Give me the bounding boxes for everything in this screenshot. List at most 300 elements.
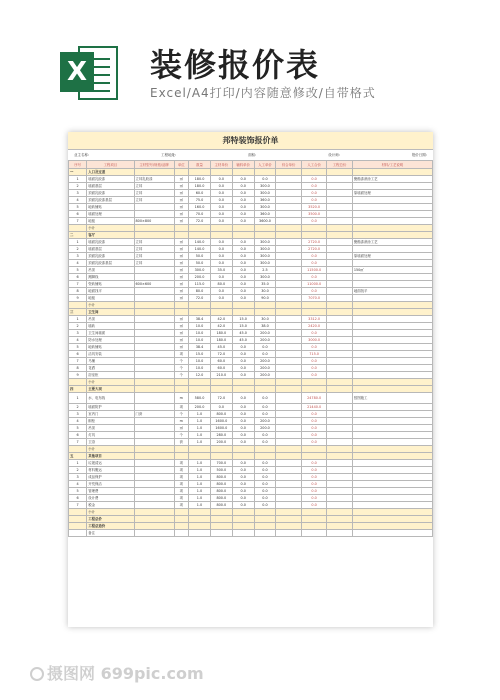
- table-cell: 800.0: [210, 502, 232, 509]
- table-cell: [276, 316, 301, 323]
- main-title: 装修报价表: [150, 46, 321, 84]
- column-header: 序号: [69, 161, 87, 169]
- table-cell: 6: [69, 495, 87, 502]
- table-cell: 12.0: [189, 372, 211, 379]
- table-cell: 200.0: [210, 439, 232, 446]
- table-cell: 洁具安装: [87, 351, 134, 358]
- table-cell: [352, 309, 432, 316]
- table-cell: 3520.0: [301, 204, 326, 211]
- table-cell: 0.0: [232, 218, 254, 225]
- table-row: [69, 197, 433, 204]
- table-cell: 1: [69, 176, 87, 183]
- table-row: [69, 183, 433, 190]
- table-cell: 原墙面处理: [352, 253, 432, 260]
- table-cell: 项: [174, 481, 189, 488]
- table-cell: 2420.0: [301, 323, 326, 330]
- table-cell: [352, 425, 432, 432]
- table-cell: [276, 495, 301, 502]
- table-row: [69, 204, 433, 211]
- table-cell: 6: [69, 351, 87, 358]
- table-cell: [134, 474, 174, 481]
- table-cell: [134, 393, 174, 404]
- table-cell: [276, 344, 301, 351]
- table-cell: 1.0: [189, 432, 211, 439]
- table-row: [69, 330, 433, 337]
- table-cell: 0.0: [232, 267, 254, 274]
- table-cell: 300.0: [254, 260, 276, 267]
- table-cell: 0.0: [254, 393, 276, 404]
- table-cell: [352, 509, 432, 516]
- table-cell: [69, 379, 87, 386]
- table-cell: [327, 295, 352, 302]
- info-row: [68, 150, 433, 160]
- table-cell: [276, 274, 301, 281]
- table-cell: [210, 232, 232, 239]
- table-cell: [210, 225, 232, 232]
- table-cell: 10.0: [189, 365, 211, 372]
- column-header: 单位: [174, 161, 189, 169]
- table-cell: 7: [69, 502, 87, 509]
- table-cell: 0.0: [301, 274, 326, 281]
- table-cell: 立邦乳胶漆: [134, 176, 174, 183]
- table-cell: 5: [69, 344, 87, 351]
- table-cell: [352, 225, 432, 232]
- table-cell: [352, 495, 432, 502]
- table-cell: 60.0: [210, 365, 232, 372]
- table-cell: [352, 386, 432, 393]
- table-cell: [327, 274, 352, 281]
- table-cell: [352, 358, 432, 365]
- table-cell: 0.0: [301, 474, 326, 481]
- table-cell: 小计: [87, 225, 134, 232]
- table-cell: [232, 169, 254, 176]
- table-cell: [189, 453, 211, 460]
- table-cell: 墙面处理: [87, 211, 134, 218]
- table-cell: 3312.0: [301, 316, 326, 323]
- table-cell: 小计: [87, 302, 134, 309]
- table-cell: [352, 460, 432, 467]
- table-cell: 卫浴: [87, 439, 134, 446]
- table-row: [69, 530, 433, 537]
- table-cell: 21440.0: [301, 404, 326, 411]
- table-cell: 墙面基层: [87, 183, 134, 190]
- excel-icon: [60, 42, 118, 104]
- table-cell: [276, 309, 301, 316]
- table-cell: 800.0: [210, 481, 232, 488]
- table-cell: 1: [69, 239, 87, 246]
- table-cell: [134, 288, 174, 295]
- table-cell: [327, 460, 352, 467]
- table-cell: [254, 509, 276, 516]
- table-cell: 0.0: [301, 502, 326, 509]
- table-cell: [276, 404, 301, 411]
- table-cell: [327, 197, 352, 204]
- table-cell: [189, 232, 211, 239]
- table-cell: [327, 372, 352, 379]
- table-cell: 5: [69, 267, 87, 274]
- table-cell: 套: [174, 439, 189, 446]
- table-row: [69, 372, 433, 379]
- table-cell: 项: [174, 502, 189, 509]
- table-cell: 30.0: [254, 316, 276, 323]
- table-cell: 3: [69, 330, 87, 337]
- table-cell: 0.0: [254, 351, 276, 358]
- table-cell: 7: [69, 281, 87, 288]
- table-cell: [327, 190, 352, 197]
- table-cell: 4: [69, 337, 87, 344]
- table-cell: [276, 502, 301, 509]
- table-cell: 1600.0: [210, 418, 232, 425]
- table-cell: 0.0: [232, 260, 254, 267]
- table-cell: [276, 323, 301, 330]
- table-cell: 90.0: [254, 295, 276, 302]
- table-cell: [352, 323, 432, 330]
- table-cell: [352, 530, 432, 537]
- watermark-text: 摄图网 699pic.com: [47, 664, 204, 683]
- table-cell: [134, 225, 174, 232]
- table-cell: [327, 246, 352, 253]
- table-cell: [69, 523, 87, 530]
- table-cell: 0.0: [232, 502, 254, 509]
- table-cell: 0.0: [301, 488, 326, 495]
- table-cell: 1: [69, 460, 87, 467]
- table-cell: [276, 260, 301, 267]
- table-cell: [174, 386, 189, 393]
- table-row: [69, 379, 433, 386]
- table-cell: 180.0: [189, 176, 211, 183]
- table-header: [69, 161, 433, 169]
- table-cell: 300.0: [254, 253, 276, 260]
- table-cell: 工程总造价: [87, 523, 134, 530]
- table-cell: [134, 309, 174, 316]
- table-cell: [327, 439, 352, 446]
- table-cell: [134, 509, 174, 516]
- table-cell: [232, 302, 254, 309]
- table-cell: 45.0: [210, 344, 232, 351]
- table-cell: [134, 267, 174, 274]
- table-cell: 200.0: [254, 337, 276, 344]
- table-cell: 墙面防护: [87, 404, 134, 411]
- table-row: [69, 439, 433, 446]
- table-cell: [210, 379, 232, 386]
- table-cell: [232, 386, 254, 393]
- table-cell: [327, 239, 352, 246]
- table-cell: 5: [69, 488, 87, 495]
- table-cell: [254, 386, 276, 393]
- table-cell: 3: [69, 253, 87, 260]
- table-cell: 1.0: [189, 411, 211, 418]
- table-cell: 浴室柜: [87, 372, 134, 379]
- table-cell: [301, 302, 326, 309]
- table-cell: 7070.0: [301, 295, 326, 302]
- table-cell: 卫生间墙面: [87, 330, 134, 337]
- table-cell: 1600.0: [210, 425, 232, 432]
- table-cell: 4: [69, 197, 87, 204]
- table-row: [69, 218, 433, 225]
- table-cell: 1.0: [189, 481, 211, 488]
- table-cell: 卫生间: [87, 309, 134, 316]
- table-cell: [327, 253, 352, 260]
- table-cell: 180.0: [189, 183, 211, 190]
- table-cell: [134, 211, 174, 218]
- table-cell: 0.0: [301, 344, 326, 351]
- table-cell: ㎡: [174, 337, 189, 344]
- table-cell: 门套: [134, 411, 174, 418]
- table-cell: [276, 267, 301, 274]
- table-cell: [232, 379, 254, 386]
- info-field: 设计师:: [328, 153, 340, 157]
- table-cell: [210, 530, 232, 537]
- table-cell: [134, 316, 174, 323]
- table-cell: [301, 386, 326, 393]
- table-cell: 项: [174, 460, 189, 467]
- table-cell: [276, 176, 301, 183]
- table-cell: 8: [69, 288, 87, 295]
- table-row: [69, 274, 433, 281]
- table-cell: [210, 516, 232, 523]
- table-cell: 材料搬运: [87, 467, 134, 474]
- table-cell: [174, 446, 189, 453]
- table-cell: 11000.0: [301, 281, 326, 288]
- table-cell: [352, 372, 432, 379]
- table-row: [69, 425, 433, 432]
- watermark: [30, 661, 204, 684]
- table-cell: [69, 225, 87, 232]
- table-cell: [232, 446, 254, 453]
- table-cell: 小计: [87, 509, 134, 516]
- table-row: [69, 404, 433, 411]
- table-cell: [276, 295, 301, 302]
- table-cell: 三: [69, 309, 87, 316]
- table-cell: [327, 337, 352, 344]
- table-cell: [134, 432, 174, 439]
- table-cell: 0.0: [232, 288, 254, 295]
- table-cell: 300.0: [254, 190, 276, 197]
- table-cell: 15.0: [232, 323, 254, 330]
- table-row: [69, 523, 433, 530]
- table-cell: [210, 309, 232, 316]
- table-cell: [276, 330, 301, 337]
- table-cell: [189, 225, 211, 232]
- table-cell: [189, 523, 211, 530]
- table-cell: [174, 523, 189, 530]
- table-row: [69, 358, 433, 365]
- column-header: 主材单价: [210, 161, 232, 169]
- table-cell: 2: [69, 323, 87, 330]
- table-cell: 15.0: [189, 351, 211, 358]
- sub-title: Excel/A4打印/内容随意修改/自带格式: [150, 86, 376, 100]
- table-cell: 原墙面处理: [352, 190, 432, 197]
- table-cell: 0.0: [301, 467, 326, 474]
- table-cell: 1.0: [189, 460, 211, 467]
- table-cell: 0.0: [301, 365, 326, 372]
- table-cell: [352, 481, 432, 488]
- table-cell: 地板: [87, 295, 134, 302]
- table-cell: [276, 246, 301, 253]
- table-cell: [69, 446, 87, 453]
- table-cell: 4: [69, 481, 87, 488]
- table-cell: 0.0: [232, 295, 254, 302]
- table-cell: 0.0: [232, 460, 254, 467]
- table-cell: 10.0: [189, 337, 211, 344]
- table-cell: 280.0: [210, 432, 232, 439]
- table-cell: [352, 281, 432, 288]
- table-cell: [352, 302, 432, 309]
- table-cell: [352, 351, 432, 358]
- table-cell: [327, 316, 352, 323]
- table-cell: [134, 481, 174, 488]
- table-cell: 项: [174, 467, 189, 474]
- table-cell: 0.0: [210, 239, 232, 246]
- table-cell: 0.0: [254, 502, 276, 509]
- table-cell: [276, 453, 301, 460]
- table-cell: 0.0: [210, 246, 232, 253]
- table-cell: [327, 358, 352, 365]
- table-cell: 管理费: [87, 488, 134, 495]
- table-cell: 0.0: [232, 372, 254, 379]
- table-cell: 45.0: [232, 337, 254, 344]
- table-cell: 地面找平: [352, 288, 432, 295]
- table-cell: [352, 502, 432, 509]
- table-cell: 0.0: [254, 467, 276, 474]
- table-cell: 3600.0: [254, 218, 276, 225]
- table-cell: [301, 232, 326, 239]
- table-cell: [276, 481, 301, 488]
- table-cell: [210, 169, 232, 176]
- footer: [0, 655, 500, 700]
- table-cell: [134, 446, 174, 453]
- table-cell: [327, 467, 352, 474]
- table-cell: 吊顶: [87, 267, 134, 274]
- table-cell: [276, 190, 301, 197]
- table-cell: 300.0: [189, 267, 211, 274]
- table-cell: 0.0: [254, 481, 276, 488]
- table-cell: ㎡: [174, 323, 189, 330]
- table-cell: 0.0: [301, 288, 326, 295]
- table-row: [69, 495, 433, 502]
- table-cell: 4: [69, 260, 87, 267]
- table-cell: 42.0: [210, 323, 232, 330]
- table-cell: 水、电布线: [87, 393, 134, 404]
- table-cell: [352, 488, 432, 495]
- table-cell: [327, 330, 352, 337]
- table-cell: 1: [69, 316, 87, 323]
- table-cell: [134, 488, 174, 495]
- table-cell: [276, 365, 301, 372]
- table-cell: 地砖铺贴: [87, 344, 134, 351]
- table-cell: 项: [174, 351, 189, 358]
- table-cell: ㎡: [174, 246, 189, 253]
- table-cell: 聚酯漆滚涂工艺: [352, 176, 432, 183]
- table-cell: 200.0: [254, 418, 276, 425]
- table-cell: ㎡: [174, 183, 189, 190]
- table-cell: [254, 302, 276, 309]
- table-cell: 4: [69, 418, 87, 425]
- table-cell: 0.0: [254, 474, 276, 481]
- page-header: [0, 0, 500, 120]
- table-cell: 0.0: [232, 425, 254, 432]
- table-cell: 0.0: [301, 432, 326, 439]
- table-cell: 税金: [87, 502, 134, 509]
- table-row: [69, 467, 433, 474]
- table-cell: [327, 393, 352, 404]
- table-cell: 150㎡: [352, 267, 432, 274]
- table-cell: 6: [69, 211, 87, 218]
- table-cell: 50.0: [189, 260, 211, 267]
- table-cell: 0.0: [301, 253, 326, 260]
- table-cell: ㎡: [174, 197, 189, 204]
- table-cell: 立邦: [134, 246, 174, 253]
- table-cell: 800.0: [210, 488, 232, 495]
- table-cell: [276, 358, 301, 365]
- table-cell: 70.0: [189, 211, 211, 218]
- table-cell: [327, 425, 352, 432]
- table-cell: [352, 474, 432, 481]
- table-cell: [352, 337, 432, 344]
- table-cell: 300.0: [254, 183, 276, 190]
- table-cell: [276, 239, 301, 246]
- table-cell: 0.0: [232, 411, 254, 418]
- table-cell: 0.0: [301, 183, 326, 190]
- table-cell: [134, 404, 174, 411]
- table-cell: 立邦: [134, 253, 174, 260]
- table-cell: [210, 386, 232, 393]
- table-cell: ㎡: [174, 239, 189, 246]
- table-row: [69, 225, 433, 232]
- table-cell: [327, 411, 352, 418]
- table-cell: [352, 446, 432, 453]
- table-cell: [276, 460, 301, 467]
- table-cell: [327, 509, 352, 516]
- table-cell: [327, 432, 352, 439]
- table-cell: 10.0: [189, 358, 211, 365]
- table-cell: [134, 425, 174, 432]
- table-cell: 橱柜: [87, 418, 134, 425]
- table-cell: 200.0: [254, 365, 276, 372]
- table-cell: [276, 439, 301, 446]
- table-cell: [254, 169, 276, 176]
- table-cell: [174, 379, 189, 386]
- table-cell: 0.0: [301, 260, 326, 267]
- table-row: [69, 453, 433, 460]
- table-cell: ㎡: [174, 281, 189, 288]
- table-cell: [352, 365, 432, 372]
- column-header: 主材型号/规格/品牌: [134, 161, 174, 169]
- table-cell: [189, 446, 211, 453]
- table-cell: [134, 337, 174, 344]
- table-cell: 42.0: [210, 316, 232, 323]
- table-cell: 140.0: [189, 246, 211, 253]
- table-cell: 灯具: [87, 432, 134, 439]
- table-cell: 200.0: [254, 330, 276, 337]
- table-cell: ㎡: [174, 260, 189, 267]
- table-row: [69, 418, 433, 425]
- table-row: [69, 267, 433, 274]
- table-cell: 1.0: [189, 467, 211, 474]
- table-cell: [134, 302, 174, 309]
- table-cell: 6: [69, 274, 87, 281]
- table-cell: 0.0: [254, 432, 276, 439]
- table-cell: 个: [174, 358, 189, 365]
- table-row: [69, 411, 433, 418]
- table-cell: [327, 453, 352, 460]
- table-cell: 5: [69, 204, 87, 211]
- table-cell: 墙砖: [87, 323, 134, 330]
- table-cell: 开荒保洁: [87, 481, 134, 488]
- table-cell: 0.0: [254, 411, 276, 418]
- sheet-title: 邦特装饰报价单: [68, 132, 433, 150]
- table-cell: 80.0: [210, 281, 232, 288]
